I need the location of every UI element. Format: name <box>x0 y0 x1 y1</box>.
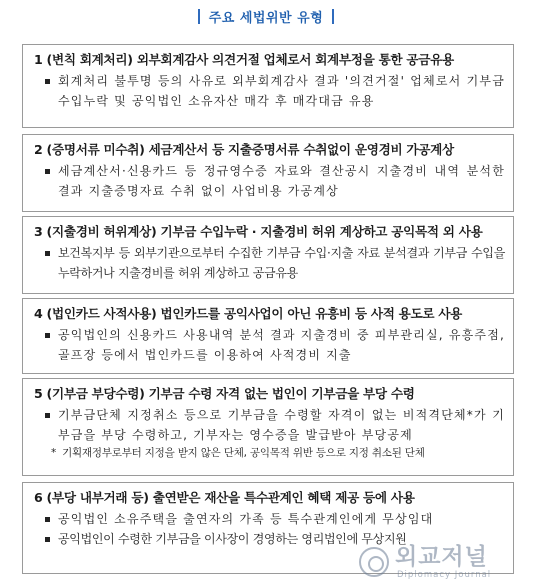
section-bullet <box>31 244 505 283</box>
violation-section-3 <box>22 216 514 294</box>
section-bullet <box>31 326 505 365</box>
header-left-bar <box>198 9 200 24</box>
bullet-text: 공익법인 소유주택을 출연자의 가족 등 특수관계인에게 무상임대 <box>58 512 434 526</box>
section-title: 1 (변칙 회계처리) 외부회계감사 의견거절 업체로서 회계부정을 통한 공금유용 <box>34 52 454 67</box>
violation-section-1 <box>22 44 514 128</box>
square-bullet-icon <box>45 413 50 418</box>
header-right-bar <box>332 9 334 24</box>
section-title: 4 (법인카드 사적사용) 법인카드를 공익사업이 아닌 유흥비 등 사적 용도로 사용 <box>34 306 463 321</box>
bullet-text: 세금계산서·신용카드 등 정규영수증 자료와 결산공시 지출경비 내역 분석한 결과 지출증명자료 수취 없이 사업비용 가공계상 <box>58 164 505 198</box>
document-header <box>176 6 356 26</box>
bullet-text: 기부금단체 지정취소 등으로 기부금을 수령할 자격이 없는 비적격단체*가 기부금을 부당 수령하고, 기부자는 영수증을 발급받아 부당공제 <box>58 408 505 442</box>
bullet-text: 보건복지부 등 외부기관으로부터 수집한 기부금 수입·지출 자료 분석결과 기부금 수입을 누락하거나 지출경비를 허위 계상하고 공금유용 <box>58 246 505 280</box>
footnote <box>31 445 505 461</box>
square-bullet-icon <box>45 169 50 174</box>
square-bullet-icon <box>45 251 50 256</box>
square-bullet-icon <box>45 537 50 542</box>
section-bullet <box>31 72 505 111</box>
violation-section-6 <box>22 482 514 574</box>
square-bullet-icon <box>45 517 50 522</box>
bullet-text: 공익법인의 신용카드 사용내역 분석 결과 지출경비 중 피부관리실, 유흥주점, 골프장 등에서 법인카드를 이용하여 사적경비 지출 <box>58 328 505 362</box>
section-title: 3 (지출경비 허위계상) 기부금 수입누락 · 지출경비 허위 계상하고 공익목적 외 사용 <box>34 224 483 239</box>
section-bullet <box>31 530 505 550</box>
document-title: 주요 세법위반 유형 <box>208 10 324 26</box>
section-bullet <box>31 406 505 445</box>
violation-section-5 <box>22 378 514 476</box>
watermark-name: 외교저널 <box>395 544 488 570</box>
bullet-text: 회계처리 불투명 등의 사유로 외부회계감사 결과 '의견거절' 업체로서 기부금 수입누락 및 공익법인 소유자산 매각 후 매각대금 유용 <box>58 74 505 108</box>
footnote-text: 기획재정부로부터 지정을 받지 않은 단체, 공익목적 위반 등으로 지정 취소된 단체 <box>62 447 425 459</box>
violation-section-2 <box>22 134 514 212</box>
violation-section-4 <box>22 298 514 374</box>
section-bullet <box>31 510 505 530</box>
square-bullet-icon <box>45 333 50 338</box>
bullet-text: 공익법인이 수령한 기부금을 이사장이 경영하는 영리법인에 무상지원 <box>58 531 407 546</box>
square-bullet-icon <box>45 79 50 84</box>
section-title: 2 (증명서류 미수취) 세금계산서 등 지출증명서류 수취없이 운영경비 가공계상 <box>34 142 454 157</box>
footnote-star: * <box>51 447 57 459</box>
watermark-subtitle: Diplomacy Journal <box>397 570 492 580</box>
section-bullet <box>31 162 505 201</box>
section-title: 6 (부당 내부거래 등) 출연받은 재산을 특수관계인 혜택 제공 등에 사용 <box>34 490 415 505</box>
section-title: 5 (기부금 부당수령) 기부금 수령 자격 없는 법인이 기부금을 부당 수령 <box>34 386 415 401</box>
